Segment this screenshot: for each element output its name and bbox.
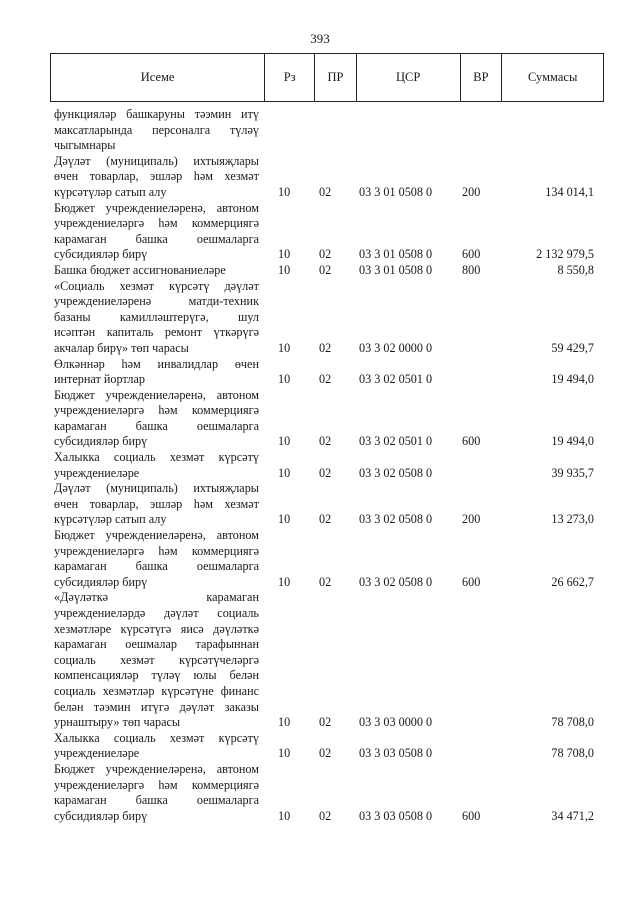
row-rz: 10 xyxy=(278,715,291,730)
row-name-line: хезмәтләре күрсәтүгә яисә дәүләткә xyxy=(54,621,259,636)
row-rz: 10 xyxy=(278,512,291,527)
row-rz: 10 xyxy=(278,574,291,589)
row-name-line: исәптән капиталь ремонт үткәрүгә xyxy=(54,325,259,340)
row-csr: 03 3 03 0508 0 xyxy=(359,746,433,761)
row-name-line: учреждениеләре xyxy=(54,746,140,761)
row-sum: 34 471,2 xyxy=(551,808,594,823)
row-name-line: учреждениеләргә һәм коммерциягә xyxy=(54,216,259,231)
table-header xyxy=(50,53,604,102)
row-name-line: учреждениеләргә һәм коммерциягә xyxy=(54,543,259,558)
header-pr: ПР xyxy=(314,54,356,101)
row-csr: 03 3 02 0508 0 xyxy=(359,465,433,480)
header-rz: Рз xyxy=(264,54,314,101)
row-rz: 10 xyxy=(278,465,291,480)
row-pr: 02 xyxy=(319,262,332,277)
row-name xyxy=(54,357,259,388)
row-name-line: күрсәтүләр сатып алу xyxy=(54,512,167,527)
row-name xyxy=(54,450,259,481)
row-vr: 600 xyxy=(462,808,481,823)
row-csr: 03 3 02 0501 0 xyxy=(359,434,433,449)
row-rz: 10 xyxy=(278,247,291,262)
row-name-line: карамаган башка оешмаларга xyxy=(54,231,259,246)
row-sum: 59 429,7 xyxy=(551,340,594,355)
row-pr: 02 xyxy=(319,715,332,730)
row-name xyxy=(54,388,259,450)
row-sum: 134 014,1 xyxy=(545,184,594,199)
row-pr: 02 xyxy=(319,512,332,527)
row-name-line: учреждениеләре xyxy=(54,465,140,480)
row-vr: 600 xyxy=(462,574,481,589)
row-name-line: Бюджет учреждениеләренә, автоном xyxy=(54,528,259,543)
row-name-line: Бюджет учреждениеләренә, автоном xyxy=(54,387,259,402)
table-row xyxy=(54,388,594,450)
table-row xyxy=(54,201,594,263)
row-vr: 600 xyxy=(462,247,481,262)
row-sum: 78 708,0 xyxy=(551,746,594,761)
row-name-line: карамаган оешмалар тарафыннан xyxy=(54,637,259,652)
row-name-line: Дәүләт (муниципаль) ихтыяҗлары xyxy=(54,153,259,168)
row-name-line: социаль хезмәт күрсәтүчеләргә xyxy=(54,652,259,667)
table-row xyxy=(54,731,594,762)
row-name-line: базаны камилләштерүгә, шул xyxy=(54,309,259,324)
row-sum: 26 662,7 xyxy=(551,574,594,589)
row-sum: 19 494,0 xyxy=(551,372,594,387)
row-name xyxy=(54,107,259,154)
row-name-line: Өлкәннәр һәм инвалидлар өчен xyxy=(54,356,259,371)
row-vr: 800 xyxy=(462,262,481,277)
row-rz: 10 xyxy=(278,808,291,823)
row-pr: 02 xyxy=(319,465,332,480)
row-name-line: субсидияләр бирү xyxy=(54,434,148,449)
row-name xyxy=(54,154,259,201)
table-row xyxy=(54,481,594,528)
row-name xyxy=(54,731,259,762)
header-sum: Суммасы xyxy=(501,54,603,101)
row-csr: 03 3 02 0508 0 xyxy=(359,574,433,589)
row-name xyxy=(54,590,259,730)
row-name-line: субсидияләр бирү xyxy=(54,574,148,589)
row-name-line: карамаган башка оешмаларга xyxy=(54,559,259,574)
row-name-line: акчалар бирү» төп чарасы xyxy=(54,340,189,355)
row-vr: 600 xyxy=(462,434,481,449)
row-name xyxy=(54,762,259,824)
row-name-line: максатларында персоналга түләү xyxy=(54,122,259,137)
header-csr: ЦСР xyxy=(356,54,460,101)
row-pr: 02 xyxy=(319,746,332,761)
row-name-line: Халыкка социаль хезмәт күрсәтү xyxy=(54,730,259,745)
table-row xyxy=(54,357,594,388)
row-name-line: «Социаль хезмәт күрсәтү дәүләт xyxy=(54,278,259,293)
row-sum: 2 132 979,5 xyxy=(536,247,594,262)
row-sum: 13 273,0 xyxy=(551,512,594,527)
row-pr: 02 xyxy=(319,434,332,449)
row-rz: 10 xyxy=(278,262,291,277)
row-csr: 03 3 03 0000 0 xyxy=(359,715,433,730)
row-csr: 03 3 02 0000 0 xyxy=(359,340,433,355)
row-name xyxy=(54,481,259,528)
row-name xyxy=(54,263,259,279)
row-name-line: интернат йортлар xyxy=(54,372,146,387)
table-row xyxy=(54,263,594,279)
row-name-line: учреждениеләргә һәм коммерциягә xyxy=(54,403,259,418)
row-name xyxy=(54,528,259,590)
header-name: Исеме xyxy=(140,70,175,84)
row-rz: 10 xyxy=(278,372,291,387)
header-vr: ВР xyxy=(460,54,502,101)
row-name-line: субсидияләр бирү xyxy=(54,808,148,823)
row-name-line: Дәүләт (муниципаль) ихтыяҗлары xyxy=(54,481,259,496)
row-csr: 03 3 02 0501 0 xyxy=(359,372,433,387)
row-name-line: Бюджет учреждениеләренә, автоном xyxy=(54,200,259,215)
row-rz: 10 xyxy=(278,434,291,449)
row-name-line: учреждениеләргә һәм коммерциягә xyxy=(54,777,259,792)
row-sum: 8 550,8 xyxy=(557,262,594,277)
row-name xyxy=(54,279,259,357)
row-pr: 02 xyxy=(319,247,332,262)
row-name-line: компенсацияләр түләү юлы белән xyxy=(54,668,259,683)
table-row xyxy=(54,590,594,730)
row-vr: 200 xyxy=(462,184,481,199)
row-name-line: урнаштыру» төп чарасы xyxy=(54,715,181,730)
row-name-line: карамаган башка оешмаларга xyxy=(54,418,259,433)
row-pr: 02 xyxy=(319,574,332,589)
row-rz: 10 xyxy=(278,184,291,199)
row-name-line: өчен товарлар, эшләр һәм хезмәт xyxy=(54,169,259,184)
table-row xyxy=(54,107,594,154)
row-name-line: күрсәтүләр сатып алу xyxy=(54,184,167,199)
row-rz: 10 xyxy=(278,746,291,761)
row-csr: 03 3 01 0508 0 xyxy=(359,262,433,277)
row-name-line: карамаган башка оешмаларга xyxy=(54,793,259,808)
row-rz: 10 xyxy=(278,340,291,355)
table-row xyxy=(54,450,594,481)
row-sum: 39 935,7 xyxy=(551,465,594,480)
row-csr: 03 3 01 0508 0 xyxy=(359,247,433,262)
row-csr: 03 3 01 0508 0 xyxy=(359,184,433,199)
row-name-line: белән тәэмин итүгә дәүләт заказы xyxy=(54,699,259,714)
row-pr: 02 xyxy=(319,372,332,387)
row-name-line: социаль хезмәтләр күрсәтүне финанс xyxy=(54,683,259,698)
row-pr: 02 xyxy=(319,808,332,823)
row-name-line: «Дәүләткә карамаган xyxy=(54,590,259,605)
row-sum: 78 708,0 xyxy=(551,715,594,730)
row-csr: 03 3 03 0508 0 xyxy=(359,808,433,823)
row-vr: 200 xyxy=(462,512,481,527)
row-name-line: Халыкка социаль хезмәт күрсәтү xyxy=(54,450,259,465)
table-body xyxy=(54,107,594,824)
page-number: 393 xyxy=(310,31,330,46)
row-name xyxy=(54,201,259,263)
row-name-line: учреждениеләрдә дәүләт социаль xyxy=(54,606,259,620)
row-name-line: Бюджет учреждениеләренә, автоном xyxy=(54,761,259,776)
row-pr: 02 xyxy=(319,184,332,199)
table-row xyxy=(54,762,594,824)
table-row xyxy=(54,528,594,590)
row-name-line: функцияләр башкаруны тәэмин итү xyxy=(54,107,259,121)
row-name-line: учреждениеләренә матди-техник xyxy=(54,294,259,309)
row-sum: 19 494,0 xyxy=(551,434,594,449)
row-name-line: Башка бюджет ассигнованиеләре xyxy=(54,262,226,277)
table-row xyxy=(54,154,594,201)
table-row xyxy=(54,279,594,357)
row-name-line: өчен товарлар, эшләр һәм хезмәт xyxy=(54,496,259,511)
row-name-line: чыгымнары xyxy=(54,138,116,153)
row-name-line: субсидияләр бирү xyxy=(54,247,148,262)
row-pr: 02 xyxy=(319,340,332,355)
row-csr: 03 3 02 0508 0 xyxy=(359,512,433,527)
